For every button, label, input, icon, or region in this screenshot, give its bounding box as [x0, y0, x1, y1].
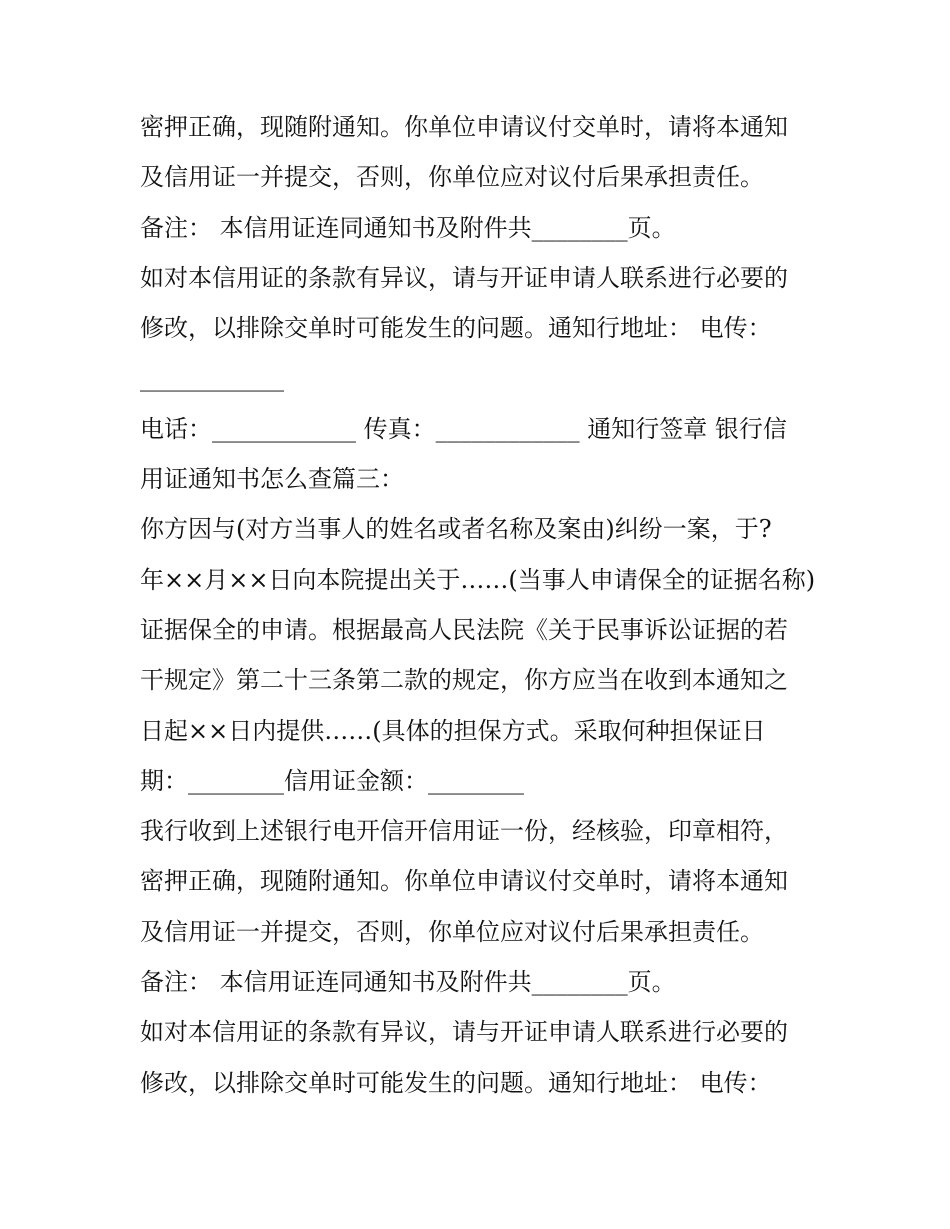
text-line: 修改，以排除交单时可能发生的问题。通知行地址： 电传： [140, 1068, 772, 1097]
text-line: 及信用证一并提交，否则，你单位应对议付后果承担责任。 [140, 917, 764, 946]
blank-field-line: ____________ [140, 364, 284, 393]
date-amount-line: 期：________信用证金额：________ [140, 766, 524, 795]
text-line: 如对本信用证的条款有异议，请与开证申请人联系进行必要的 [140, 1018, 788, 1047]
text-line: 干规定》第二十三条第二款的规定，你方应当在收到本通知之 [140, 666, 788, 695]
contact-fields-line: 电话：____________ 传真：____________ 通知行签章 银行信 [140, 414, 787, 443]
text-line: 及信用证一并提交，否则，你单位应对议付后果承担责任。 [140, 163, 764, 192]
text-line: 你方因与(对方当事人的姓名或者名称及案由)纠纷一案，于? [140, 515, 772, 544]
remark-line: 备注： 本信用证连同通知书及附件共________页。 [140, 213, 676, 242]
remark-line: 备注： 本信用证连同通知书及附件共________页。 [140, 968, 676, 997]
text-line: 如对本信用证的条款有异议，请与开证申请人联系进行必要的 [140, 263, 788, 292]
text-line: 年××月××日向本院提出关于……(当事人申请保全的证据名称) [140, 565, 816, 594]
text-line: 我行收到上述银行电开信开信用证一份，经核验，印章相符， [140, 817, 788, 846]
document-body [140, 102, 820, 1108]
text-line: 修改，以排除交单时可能发生的问题。通知行地址： 电传： [140, 314, 772, 343]
section-heading: 用证通知书怎么查篇三： [140, 465, 404, 494]
text-line: 密押正确，现随附通知。你单位申请议付交单时，请将本通知 [140, 867, 788, 896]
text-line: 证据保全的申请。根据最高人民法院《关于民事诉讼证据的若 [140, 615, 788, 644]
text-line: 密押正确，现随附通知。你单位申请议付交单时，请将本通知 [140, 113, 788, 141]
text-line: 日起××日内提供……(具体的担保方式。采取何种担保证日 [140, 716, 766, 745]
